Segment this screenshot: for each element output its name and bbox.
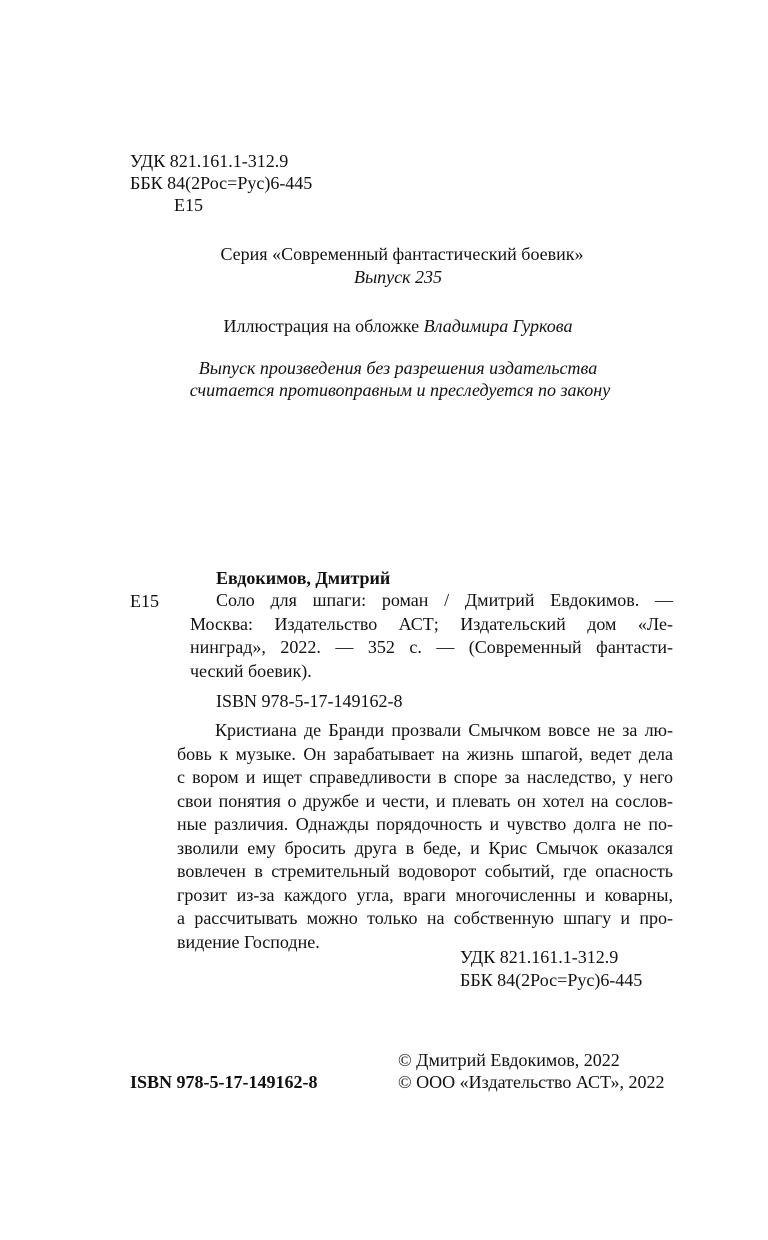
udk-code: УДК 821.161.1-312.9	[130, 151, 289, 171]
series-line: Серия «Современный фантастический боевик»	[220, 244, 584, 264]
series-issue: Выпуск 235	[353, 267, 443, 287]
catalog-author-heading: Евдокимов, Дмитрий	[216, 568, 391, 588]
catalog-udk-code: УДК 821.161.1-312.9	[460, 947, 619, 967]
annotation-line: с вором и ищет справедливости в споре за наследство, у него	[177, 767, 673, 787]
bib-line: ческий боевик).	[190, 660, 312, 681]
annotation-line: а рассчитывать можно только на собственную шпагу и про-	[177, 908, 673, 928]
copyright-notice-line1: Выпуск произведения без разрешения издательства	[198, 358, 598, 378]
catalog-isbn: ISBN 978-5-17-149162-8	[216, 691, 403, 711]
catalog-bbk-code: ББК 84(2Рос=Рус)6-445	[460, 970, 643, 990]
annotation-line: ные различия. Однажды порядочность и чувство долга не по-	[177, 814, 673, 834]
author-mark: Е15	[174, 195, 203, 215]
bib-line: Соло для шпаги: роман / Дмитрий Евдокимов. —	[216, 590, 673, 610]
illustration-artist: Владимира Гуркова	[423, 316, 573, 336]
bbk-code: ББК 84(2Рос=Рус)6-445	[130, 173, 313, 193]
copyright-publisher: © ООО «Издательство АСТ», 2022	[398, 1072, 665, 1092]
copyright-notice-line2: считается противоправным и преследуется по закону	[189, 380, 611, 400]
annotation-line: бовь к музыке. Он зарабатывает на жизнь шпагой, ведет дела	[177, 743, 673, 764]
annotation-line: грозит из-за каждого угла, враги многочисленны и коварны,	[177, 884, 673, 905]
annotation-line: свои понятия о дружбе и чести, и плевать он хотел на сослов-	[177, 790, 673, 811]
catalog-author-mark: Е15	[130, 591, 159, 611]
bib-line: нинград», 2022. — 352 с. — (Современный фантасти-	[190, 637, 673, 657]
catalog-bibliographic-description	[190, 589, 673, 683]
illustration-prefix: Иллюстрация на обложке	[223, 316, 420, 336]
annotation-line: вовлечен в стремительный водоворот событий, где опасность	[177, 861, 673, 881]
catalog-annotation	[177, 719, 673, 954]
annotation-line: видение Господне.	[177, 931, 320, 952]
annotation-line: зволили ему бросить друга в беде, и Крис Смычок оказался	[177, 837, 673, 858]
copyright-author: © Дмитрий Евдокимов, 2022	[398, 1050, 620, 1070]
illustration-credit	[14, 315, 768, 337]
bib-line: Москва: Издательство АСТ; Издательский дом «Ле-	[190, 613, 673, 634]
footer-isbn: ISBN 978-5-17-149162-8	[130, 1072, 318, 1092]
annotation-line: Кристиана де Бранди прозвали Смычком вовсе не за лю-	[215, 720, 673, 740]
